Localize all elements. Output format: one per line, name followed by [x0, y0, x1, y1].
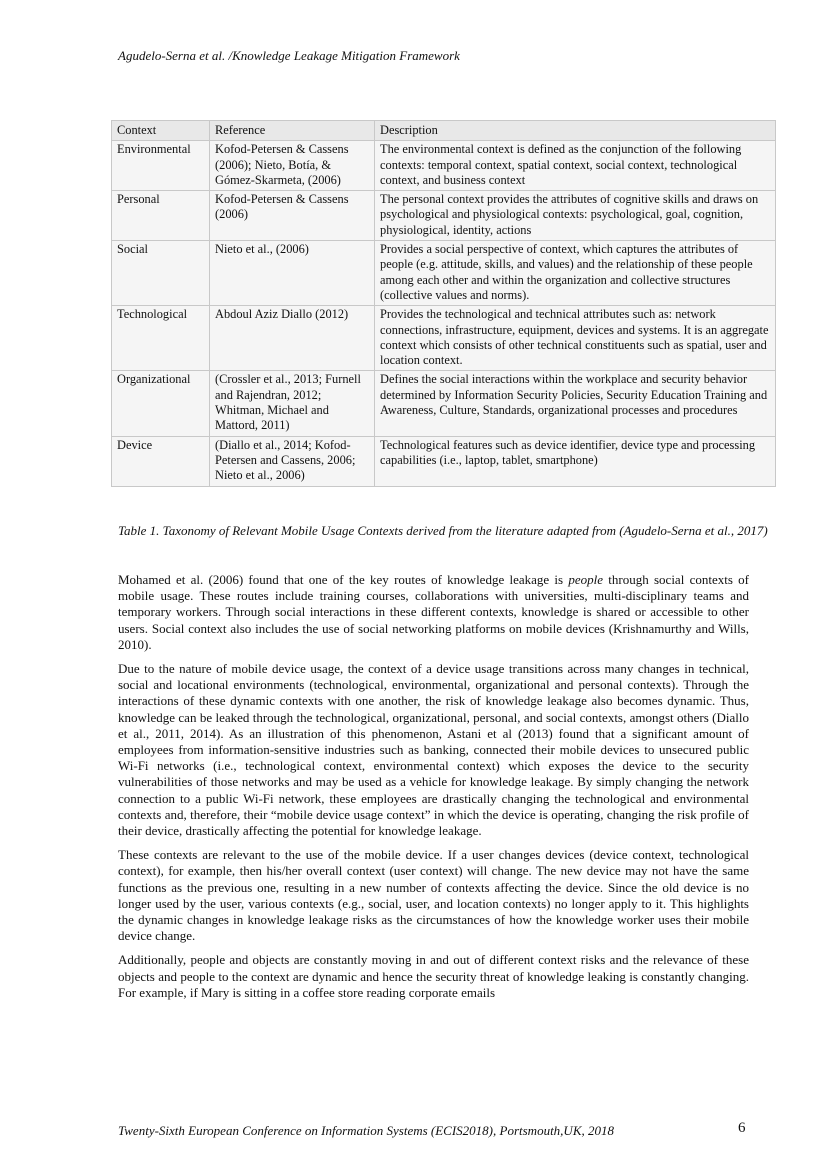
- table-row: [112, 306, 776, 371]
- column-header-reference: Reference: [210, 121, 375, 141]
- context-cell: Personal: [112, 191, 210, 241]
- reference-cell: Nieto et al., (2006): [210, 241, 375, 306]
- reference-cell: (Diallo et al., 2014; Kofod-Petersen and Cassens, 2006; Nieto et al., 2006): [210, 436, 375, 486]
- paragraph: Additionally, people and objects are constantly moving in and out of different context risks and the relevance of these objects and people to the context are dynamic and hence the security threat of knowledge leaking is constantly changing. For example, if Mary is sitting in a coffee store reading corporate emails: [118, 952, 749, 1000]
- reference-cell: Kofod-Petersen & Cassens (2006): [210, 191, 375, 241]
- table-row: [112, 241, 776, 306]
- conference-footer: Twenty-Sixth European Conference on Information Systems (ECIS2018), Portsmouth,UK, 2018: [118, 1123, 614, 1138]
- description-cell: The environmental context is defined as the conjunction of the following contexts: temporal context, spatial context, social context, technological context, and business context: [375, 141, 776, 191]
- context-cell: Technological: [112, 306, 210, 371]
- description-cell: Technological features such as device identifier, device type and processing capabilities (i.e., laptop, tablet, smartphone): [375, 436, 776, 486]
- paragraph: These contexts are relevant to the use of the mobile device. If a user changes devices (device context, technological context), for example, then his/her overall context (user context) will change. The new device may not have the same functions as the previous one, resulting in a new number of contexts affecting the device. Since the old device is no longer used by the user, various contexts (e.g., social, user, and location contexts) no longer apply to it. This highlights the dynamic changes in knowledge leakage risks as the circumstances of how the knowledge worker uses their mobile device change.: [118, 847, 749, 944]
- paragraph: Due to the nature of mobile device usage, the context of a device usage transitions across many changes in technical, social and locational environments (technological, environmental, organizational and personal contexts). Through the interactions of these dynamic contexts with one another, the risk of knowledge leakage also becomes dynamic. Thus, knowledge can be leaked through the technological, organizational, personal, and social contexts, amongst others (Diallo et al., 2011, 2014). As an illustration of this phenomenon, Astani et al (2013) found that a significant amount of employees from information-sensitive industries such as banking, connected their mobile devices to unsecured public Wi-Fi networks (i.e., technological context, environmental context) which exposes the device to the security vulnerabilities of those networks and may be used as a vehicle for knowledge leakage. By simply changing the network connection to a public Wi-Fi network, these employees are drastically changing the technological and environmental contexts and, therefore, their “mobile device usage context” in which the device is operating, changing the risk profile of their device, drastically affecting the potential for knowledge leakage.: [118, 661, 749, 839]
- reference-cell: Abdoul Aziz Diallo (2012): [210, 306, 375, 371]
- context-taxonomy-table: [111, 120, 776, 487]
- table-row: [112, 191, 776, 241]
- context-cell: Device: [112, 436, 210, 486]
- reference-cell: (Crossler et al., 2013; Furnell and Rajendran, 2012; Whitman, Michael and Mattord, 2011): [210, 371, 375, 436]
- table-header-row: [112, 121, 776, 141]
- context-cell: Organizational: [112, 371, 210, 436]
- table-row: [112, 141, 776, 191]
- running-header: Agudelo-Serna et al. /Knowledge Leakage Mitigation Framework: [118, 48, 460, 63]
- page-number: 6: [738, 1120, 746, 1136]
- column-header-description: Description: [375, 121, 776, 141]
- context-cell: Environmental: [112, 141, 210, 191]
- description-cell: Provides the technological and technical attributes such as: network connections, infrastructure, equipment, devices and systems. It is an aggregate context which consists of other technical constituents such as spatial, user and location context.: [375, 306, 776, 371]
- table-caption: Table 1. Taxonomy of Relevant Mobile Usage Contexts derived from the literature adapted from (Agudelo-Serna et al., 2017): [118, 523, 768, 538]
- paragraph-text: through social contexts of mobile usage. These routes include training courses, collaborations with universities, multi-disciplinary teams and temporary workers. Through social interactions in these different contexts, knowledge is shared or accessible to other users. Social context also includes the use of social networking platforms on mobile devices (Krishnamurthy and Wills, 2010).: [118, 572, 749, 652]
- description-cell: The personal context provides the attributes of cognitive skills and draws on psychological and physiological contexts: psychological, goal, cognition, physiological, identity, actions: [375, 191, 776, 241]
- body-text: [118, 572, 749, 1009]
- table-row: [112, 436, 776, 486]
- paragraph: [118, 572, 749, 653]
- table-row: [112, 371, 776, 436]
- description-cell: Provides a social perspective of context, which captures the attributes of people (e.g. attitude, skills, and values) and the relationship of these people among each other and within the organization and collective structures (collective values and norms).: [375, 241, 776, 306]
- description-cell: Defines the social interactions within the workplace and security behavior determined by Information Security Policies, Security Education Training and Awareness, Culture, Standards, organizational processes and procedures: [375, 371, 776, 436]
- reference-cell: Kofod-Petersen & Cassens (2006); Nieto, Botía, & Gómez-Skarmeta, (2006): [210, 141, 375, 191]
- column-header-context: Context: [112, 121, 210, 141]
- context-cell: Social: [112, 241, 210, 306]
- emphasized-term: people: [568, 572, 604, 587]
- paragraph-text: Mohamed et al. (2006) found that one of the key routes of knowledge leakage is: [118, 572, 569, 587]
